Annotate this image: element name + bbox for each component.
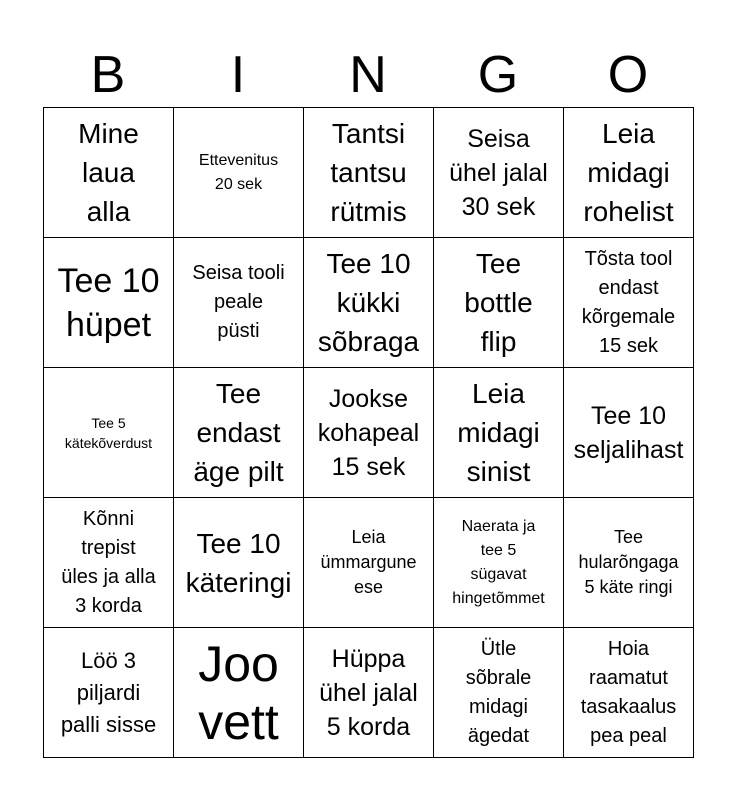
cell-text: Löö 3 piljardi palli sisse (60, 647, 157, 737)
cell-text: Ettevenitus 20 sek (198, 151, 279, 193)
cell-text: Tee 10 käteringi (185, 527, 292, 598)
header-letter-b: B (90, 46, 126, 104)
cell-text: Mine laua alla (78, 118, 139, 227)
bingo-cell[interactable] (304, 108, 434, 238)
bingo-cell[interactable] (434, 108, 564, 238)
bingo-cell[interactable] (564, 108, 694, 238)
cell-text: Tee hularõngaga 5 käte ringi (578, 527, 679, 597)
bingo-cell[interactable] (44, 368, 174, 498)
bingo-cell[interactable] (44, 238, 174, 368)
header-letter-i: I (230, 46, 246, 104)
bingo-cell[interactable] (174, 498, 304, 628)
cell-text: Tee 10 seljalihast (573, 401, 684, 464)
bingo-cell[interactable] (174, 108, 304, 238)
cell-text: Jookse kohapeal 15 sek (317, 384, 420, 481)
bingo-cell[interactable] (304, 238, 434, 368)
bingo-cell[interactable] (564, 368, 694, 498)
bingo-cell[interactable] (304, 368, 434, 498)
bingo-cell[interactable] (44, 108, 174, 238)
bingo-cell[interactable] (304, 628, 434, 758)
bingo-cell[interactable] (434, 498, 564, 628)
cell-text: Leia midagi rohelist (583, 118, 674, 227)
cell-text: Tee 10 hüpet (57, 261, 160, 344)
cell-text: Leia ümmargune ese (320, 527, 417, 597)
bingo-cell[interactable] (44, 498, 174, 628)
bingo-header (43, 44, 693, 106)
cell-text: Leia midagi sinist (457, 378, 540, 487)
bingo-cell[interactable] (44, 628, 174, 758)
cell-text: Naerata ja tee 5 sügavat hingetõmmet (452, 517, 545, 607)
bingo-cell[interactable] (564, 498, 694, 628)
bingo-cell[interactable] (434, 368, 564, 498)
cell-text: Ütle sõbrale midagi ägedat (465, 637, 532, 747)
cell-text: Tee bottle flip (464, 248, 533, 357)
cell-text: Tee 5 kätekõverdust (64, 414, 153, 451)
cell-text: Hüppa ühel jalal 5 korda (319, 644, 418, 741)
cell-text: Seisa tooli peale püsti (192, 262, 285, 342)
cell-text: Seisa ühel jalal 30 sek (449, 124, 548, 221)
header-letter-n: N (349, 46, 387, 104)
bingo-cell[interactable] (304, 498, 434, 628)
header-letter-g: G (477, 46, 519, 104)
bingo-cell[interactable] (174, 368, 304, 498)
bingo-cell[interactable] (564, 238, 694, 368)
cell-text: Tõsta tool endast kõrgemale 15 sek (581, 247, 676, 357)
cell-text: Joo vett (198, 635, 279, 750)
cell-text: Kõnni trepist üles ja alla 3 korda (61, 507, 156, 617)
bingo-cell[interactable] (434, 628, 564, 758)
bingo-cell[interactable] (564, 628, 694, 758)
cell-text: Tee 10 kükki sõbraga (317, 248, 420, 357)
cell-text: Tantsi tantsu rütmis (330, 118, 407, 227)
bingo-cell[interactable] (174, 628, 304, 758)
header-letter-o: O (607, 46, 649, 104)
bingo-grid (43, 107, 694, 758)
bingo-cell[interactable] (174, 238, 304, 368)
cell-text: Hoia raamatut tasakaalus pea peal (580, 637, 677, 747)
bingo-cell[interactable] (434, 238, 564, 368)
cell-text: Tee endast äge pilt (193, 378, 284, 487)
